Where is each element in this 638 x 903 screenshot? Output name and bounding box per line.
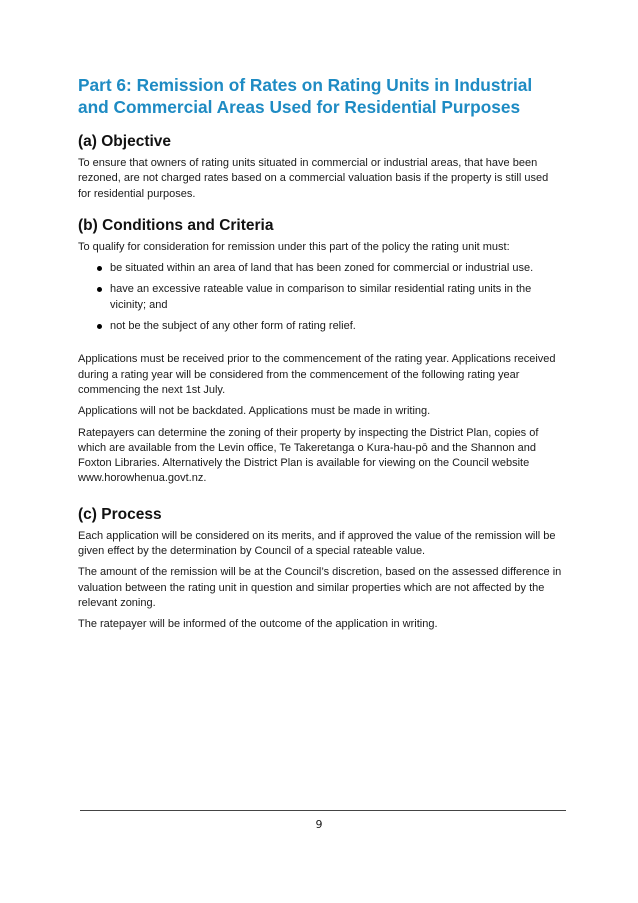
bullet-icon <box>97 324 102 329</box>
spacer <box>78 493 562 505</box>
conditions-intro: To qualify for consideration for remission under this part of the policy the rating unit must: <box>78 240 510 253</box>
list-item-text: have an excessive rateable value in comparison to similar residential rating units in the vicinity; and <box>110 283 532 311</box>
bullet-icon <box>97 287 102 292</box>
applications-timing-paragraph: Applications must be received prior to the commencement of the rating year. Applications received during a rating year will be considered from the commencement of the following rating year commencing the next 1st July. <box>78 353 556 396</box>
applications-backdating-paragraph: Applications will not be backdated. Applications must be made in writing. <box>78 405 431 418</box>
process-paragraph: The ratepayer will be informed of the outcome of the application in writing. <box>78 618 438 631</box>
section-heading-objective: (a) Objective <box>78 133 172 150</box>
section-heading-process: (c) Process <box>78 505 162 523</box>
page-title: Part 6: Remission of Rates on Rating Units in Industrial and Commercial Areas Used for Residential Purposes <box>78 75 533 117</box>
list-item <box>78 282 562 313</box>
footer-divider <box>80 810 566 811</box>
process-paragraph: The amount of the remission will be at the Council’s discretion, based on the assessed difference in valuation between the rating unit in question and similar properties which are not affected by the relevant zoning. <box>78 566 562 609</box>
objective-paragraph: To ensure that owners of rating units situated in commercial or industrial areas, that have been rezoned, are not charged rates based on a commercial valuation basis if the property is still used for residential purposes. <box>78 157 549 200</box>
spacer <box>78 208 562 216</box>
list-item-text: not be the subject of any other form of rating relief. <box>110 320 356 333</box>
zoning-paragraph: Ratepayers can determine the zoning of their property by inspecting the District Plan, copies of which are available from the Levin office, Te Takeretanga o Kura-hau-pō and the Shannon and Foxton Libraries. Alternatively the District Plan is available for viewing on the Council website www.horowhenua.govt.nz. <box>78 426 539 485</box>
section-heading-conditions: (b) Conditions and Criteria <box>78 216 274 234</box>
list-item-text: be situated within an area of land that has been zoned for commercial or industrial use. <box>110 262 534 275</box>
page-content <box>78 74 562 639</box>
spacer <box>78 340 562 352</box>
page-number: 9 <box>315 818 323 831</box>
process-paragraph: Each application will be considered on its merits, and if approved the value of the remission will be given effect by the determination by Council of a special rateable value. <box>78 529 556 558</box>
bullet-icon <box>97 266 102 271</box>
list-item <box>78 261 562 276</box>
criteria-list <box>78 261 562 334</box>
list-item <box>78 319 562 334</box>
